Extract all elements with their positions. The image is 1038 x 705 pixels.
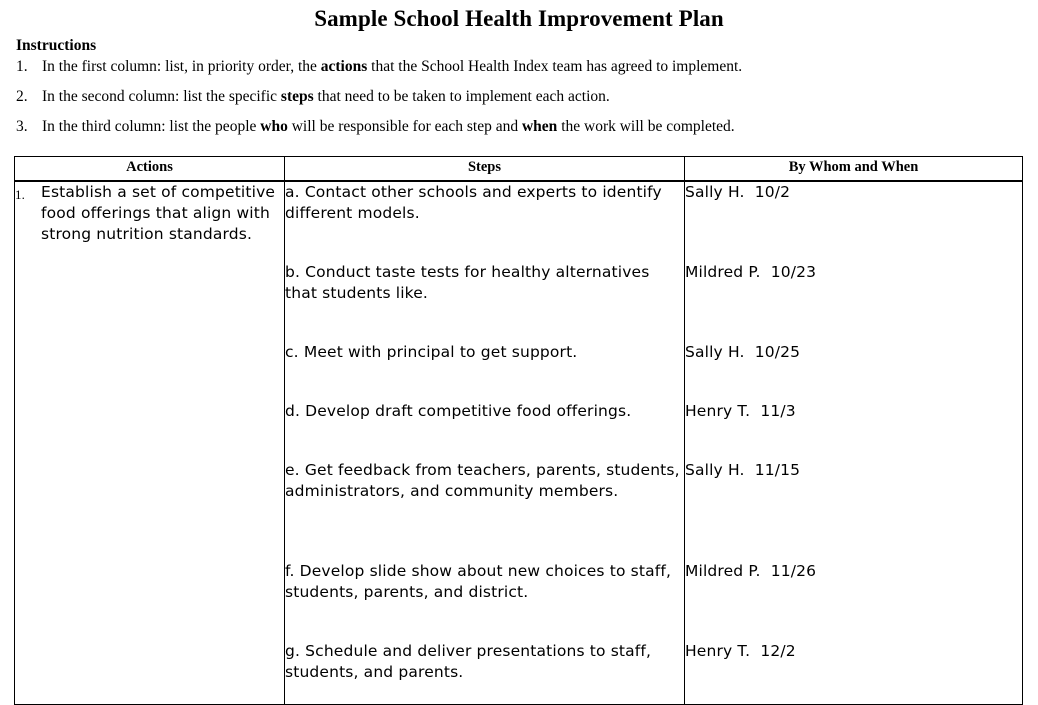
instruction-number: 3. — [16, 118, 28, 135]
step-text: Schedule and deliver presentations to staff, students, and parents. — [285, 642, 652, 681]
assignment-item — [685, 401, 1022, 443]
step-item — [285, 262, 684, 325]
column-header-steps: Steps — [285, 157, 685, 182]
plan-table-container — [14, 156, 1022, 705]
assignee-name: Henry T. — [685, 402, 751, 420]
instruction-emphasis: when — [521, 118, 558, 135]
assignee-name: Henry T. — [685, 642, 751, 660]
due-date: 12/2 — [760, 642, 796, 660]
action-entry — [15, 182, 284, 245]
column-header-actions: Actions — [15, 157, 285, 182]
step-label: a. — [285, 183, 300, 201]
instructions-list — [16, 57, 1022, 136]
instruction-number: 2. — [16, 88, 28, 105]
column-header-by-whom-and-when: By Whom and When — [685, 157, 1023, 182]
instruction-item — [16, 57, 1022, 76]
step-item — [285, 401, 684, 443]
assignee-name: Mildred P. — [685, 562, 761, 580]
step-label: c. — [285, 343, 299, 361]
assignment-item — [685, 342, 1022, 384]
due-date: 10/23 — [770, 263, 817, 281]
cell-actions — [15, 181, 285, 705]
step-label: g. — [285, 642, 301, 660]
cell-by-whom-and-when — [685, 181, 1023, 705]
assignment-item — [685, 182, 1022, 245]
step-text: Get feedback from teachers, parents, students, administrators, and community members. — [285, 461, 680, 500]
step-item — [285, 641, 684, 704]
instruction-item — [16, 87, 1022, 106]
instruction-text — [42, 87, 1022, 106]
step-text: Contact other schools and experts to identify different models. — [285, 183, 662, 222]
step-item — [285, 182, 684, 245]
assignee-name: Sally H. — [685, 343, 745, 361]
step-item — [285, 460, 684, 544]
instruction-emphasis: who — [260, 118, 288, 135]
instruction-emphasis: steps — [280, 88, 314, 105]
action-text: Establish a set of competitive food offerings that align with strong nutrition standards. — [41, 183, 276, 243]
assignee-name: Sally H. — [685, 183, 745, 201]
assignment-item — [685, 641, 1022, 704]
due-date: 10/2 — [754, 183, 791, 201]
instructions-heading: Instructions — [16, 37, 97, 54]
assignment-item — [685, 561, 1022, 624]
health-improvement-plan-table — [14, 156, 1023, 705]
instruction-text — [42, 57, 1022, 76]
instruction-emphasis: actions — [320, 58, 368, 75]
instruction-fragment: In the third column: list the people — [42, 118, 261, 135]
due-date: 10/25 — [754, 343, 801, 361]
step-text: Meet with principal to get support. — [303, 343, 578, 361]
instruction-number: 1. — [16, 58, 28, 75]
table-header-row — [15, 157, 1023, 182]
step-label: f. — [285, 562, 295, 580]
due-date: 11/3 — [760, 402, 796, 420]
cell-steps — [285, 181, 685, 705]
due-date: 11/26 — [770, 562, 817, 580]
instruction-fragment: that need to be taken to implement each action. — [313, 88, 610, 105]
instruction-fragment: In the first column: list, in priority order, the — [42, 58, 321, 75]
assignment-item — [685, 262, 1022, 325]
instruction-text — [42, 117, 1022, 136]
page-title: Sample School Health Improvement Plan — [314, 6, 724, 31]
assignment-item — [685, 460, 1022, 544]
instruction-item — [16, 117, 1022, 136]
step-item — [285, 561, 684, 624]
step-label: d. — [285, 402, 301, 420]
table-header — [15, 157, 1023, 182]
step-label: b. — [285, 263, 301, 281]
step-text: Conduct taste tests for healthy alternatives that students like. — [285, 263, 650, 302]
step-text: Develop draft competitive food offerings. — [305, 402, 632, 420]
instructions-section — [0, 33, 1038, 136]
instruction-fragment: that the School Health Index team has agreed to implement. — [367, 58, 743, 75]
instruction-fragment: the work will be completed. — [557, 118, 735, 135]
table-row — [15, 181, 1023, 705]
step-label: e. — [285, 461, 300, 479]
step-text: Develop slide show about new choices to staff, students, parents, and district. — [285, 562, 672, 601]
table-body — [15, 181, 1023, 705]
assignee-name: Sally H. — [685, 461, 745, 479]
step-item — [285, 342, 684, 384]
due-date: 11/15 — [754, 461, 801, 479]
assignee-name: Mildred P. — [685, 263, 761, 281]
instruction-fragment: will be responsible for each step and — [287, 118, 522, 135]
instruction-fragment: In the second column: list the specific — [42, 88, 281, 105]
action-number: 1. — [15, 187, 26, 202]
